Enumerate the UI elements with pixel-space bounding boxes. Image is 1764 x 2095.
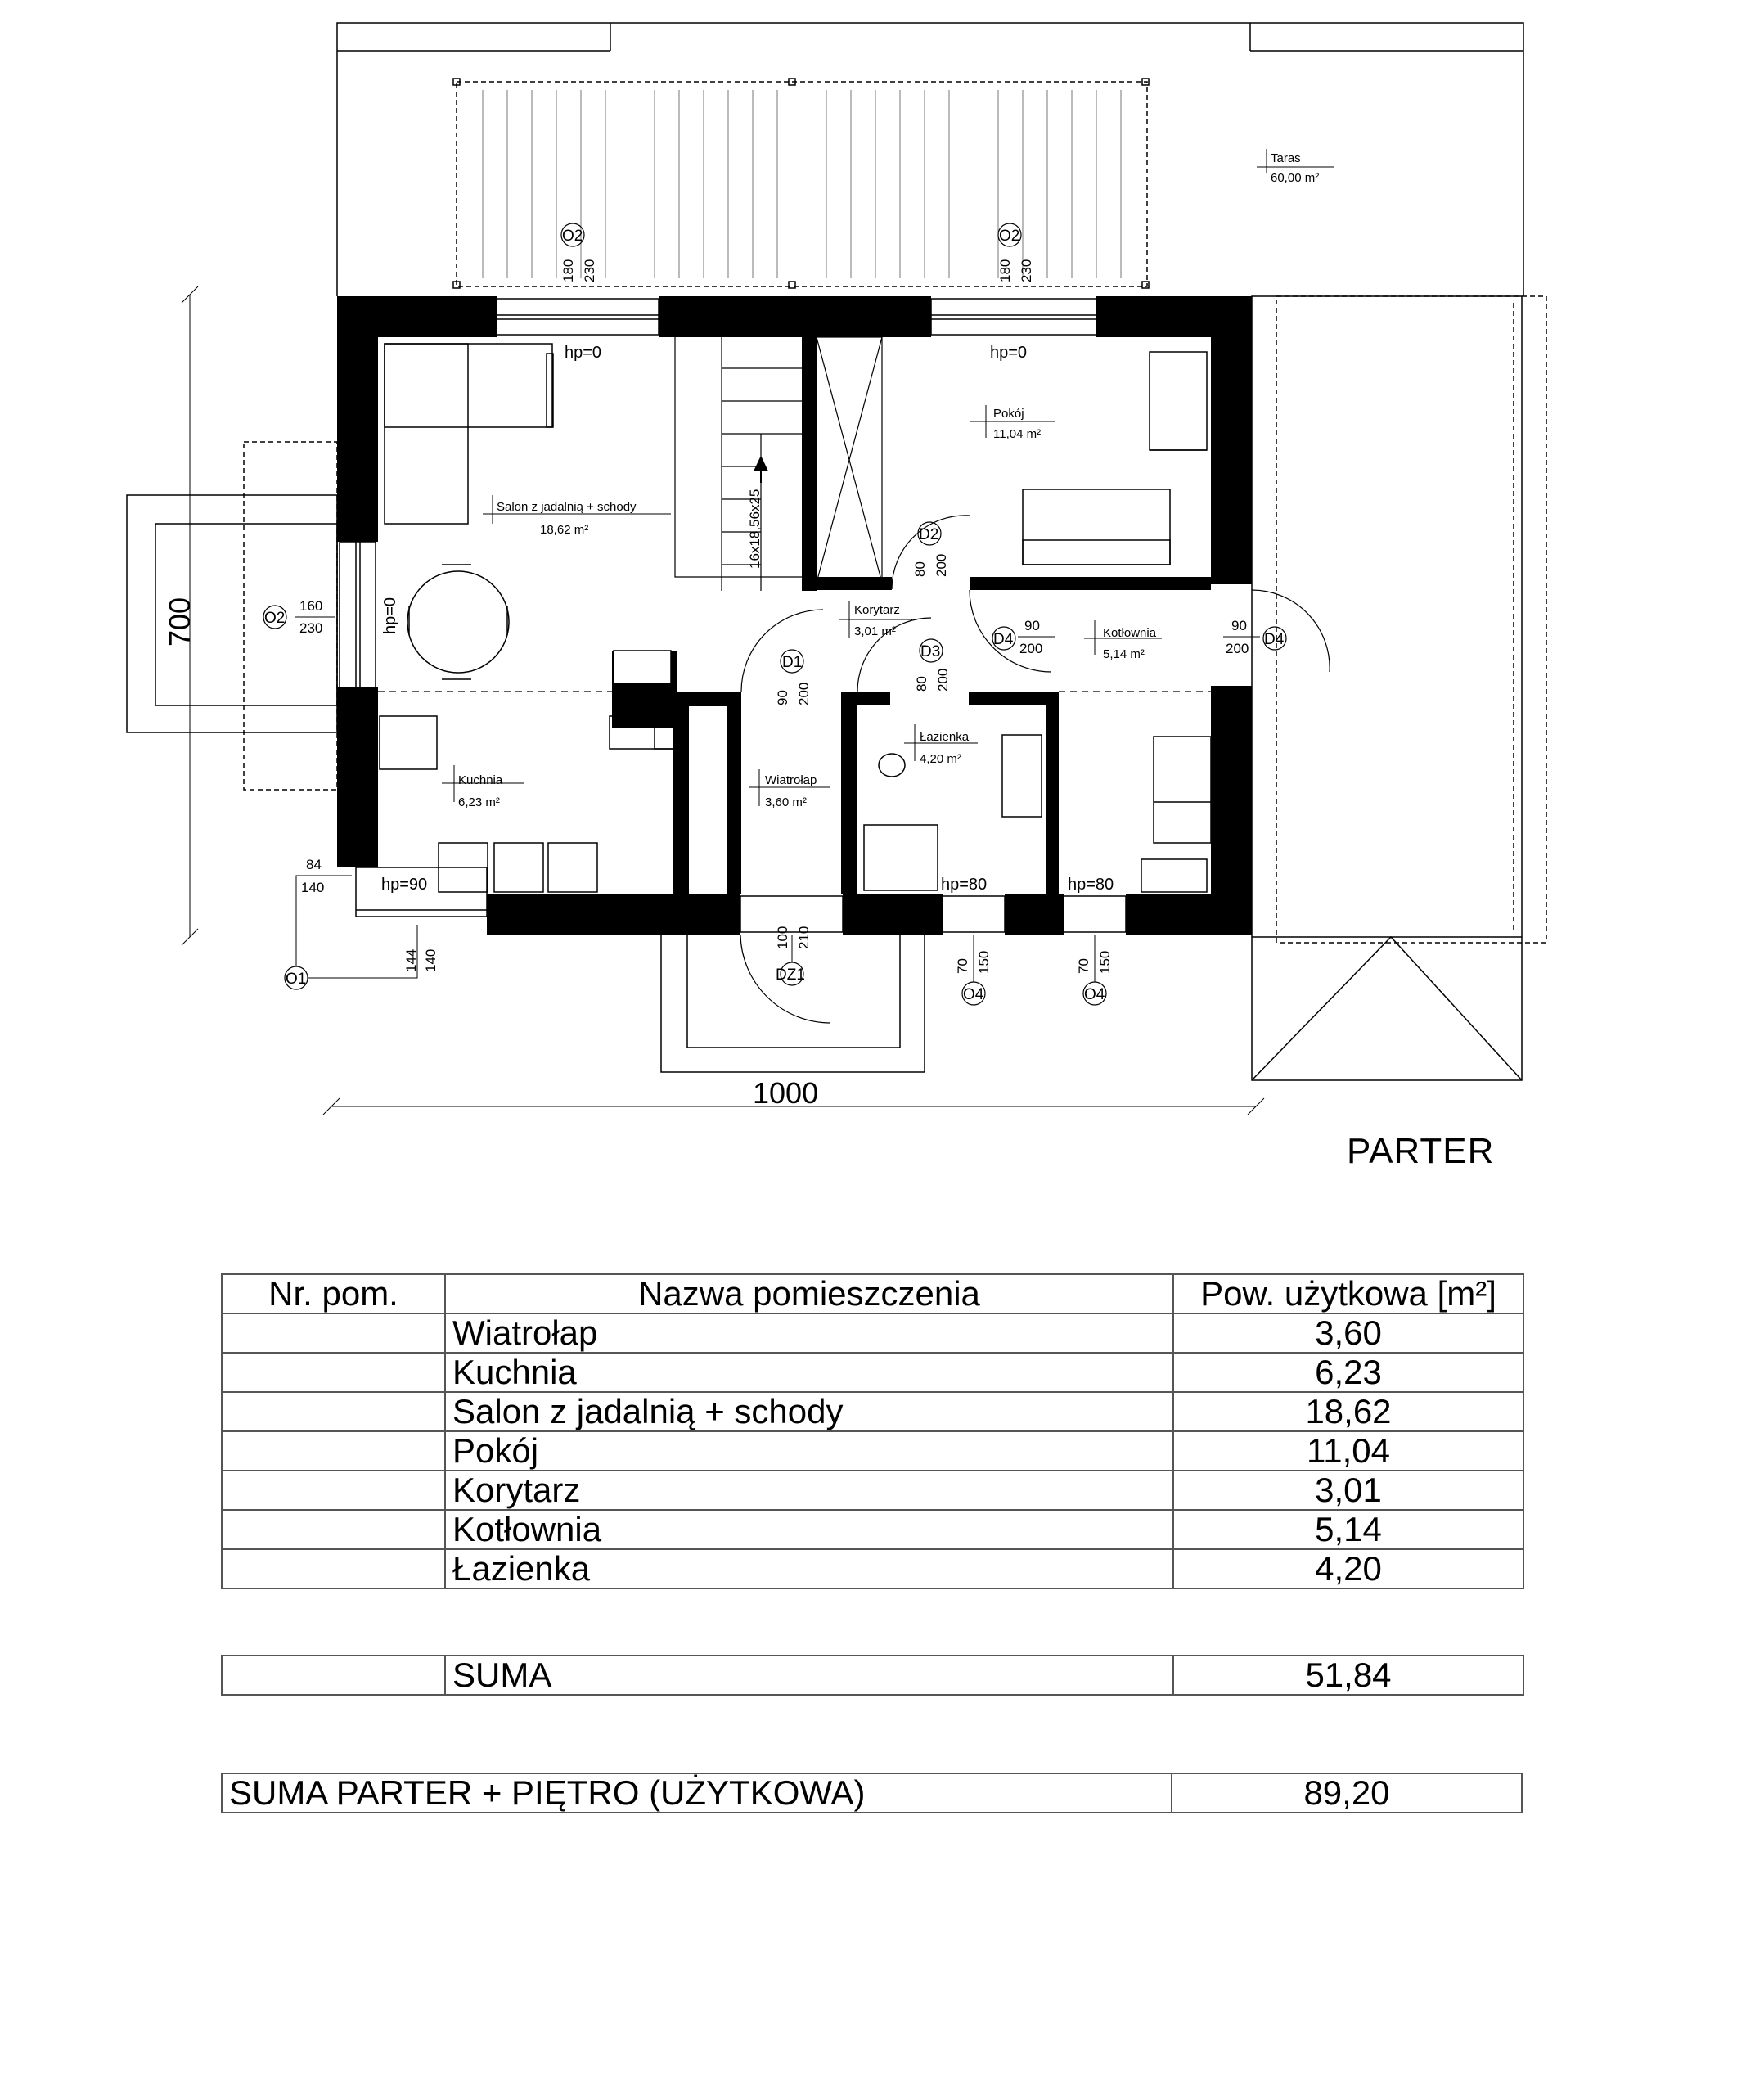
window-id-o4-left: O4 (963, 986, 984, 1003)
sum-table (221, 1655, 1524, 1696)
row-area: 11,04 (1173, 1431, 1523, 1471)
row-name: Pokój (445, 1431, 1173, 1471)
room-name-pokoj: Pokój (993, 407, 1024, 421)
room-area-salon: 18,62 m² (540, 523, 589, 537)
room-area-wiatrolap: 3,60 m² (765, 795, 807, 809)
room-area-taras: 60,00 m² (1271, 171, 1320, 185)
row-name: Salon z jadalnią + schody (445, 1392, 1173, 1431)
window-w2-o1: 144 (403, 948, 419, 972)
header-nr: Nr. pom. (222, 1274, 445, 1313)
room-name-kotlownia: Kotłownia (1103, 626, 1157, 640)
table-row (222, 1431, 1523, 1471)
window-h-o2-top-left: 230 (582, 259, 597, 282)
room-name-taras: Taras (1271, 151, 1301, 165)
window-w-o2-left: 160 (299, 598, 323, 614)
door-w-d2: 80 (912, 561, 928, 577)
room-area-kuchnia: 6,23 m² (458, 795, 500, 809)
door-id-d4-right: D4 (1264, 631, 1285, 648)
table-row (222, 1471, 1523, 1510)
sum-label: SUMA (445, 1656, 1173, 1695)
door-h-d4-right: 200 (1226, 641, 1249, 656)
row-nr (222, 1353, 445, 1392)
table-row (222, 1549, 1523, 1588)
row-name: Korytarz (445, 1471, 1173, 1510)
row-nr (222, 1471, 445, 1510)
hp-boiler: hp=80 (1068, 876, 1114, 894)
window-w-o1: 84 (306, 857, 322, 872)
dimension-depth: 700 (163, 597, 196, 647)
row-name: Wiatrołap (445, 1313, 1173, 1353)
room-name-wiatrolap: Wiatrołap (765, 773, 817, 787)
window-h-o2-left: 230 (299, 620, 323, 636)
door-h-d1: 200 (796, 682, 812, 705)
door-h-d3: 200 (935, 668, 951, 692)
door-id-d1: D1 (782, 654, 803, 671)
total-value: 89,20 (1172, 1773, 1522, 1813)
hp-top-right: hp=0 (990, 344, 1028, 362)
row-name: Łazienka (445, 1549, 1173, 1588)
room-area-kotlownia: 5,14 m² (1103, 647, 1145, 661)
entrance-porch (661, 935, 925, 1072)
row-name: Kotłownia (445, 1510, 1173, 1549)
hp-left: hp=0 (381, 597, 399, 634)
door-w-d1: 90 (775, 690, 790, 705)
header-area: Pow. użytkowa [m²] (1173, 1274, 1523, 1313)
sum-nr (222, 1656, 445, 1695)
hp-bath: hp=80 (941, 876, 988, 894)
table-row (222, 1313, 1523, 1353)
window-id-o4-right: O4 (1084, 986, 1105, 1003)
row-area: 3,60 (1173, 1313, 1523, 1353)
door-id-d2: D2 (919, 526, 939, 543)
row-area: 3,01 (1173, 1471, 1523, 1510)
door-h-d4-left: 200 (1019, 641, 1043, 656)
floor-title: PARTER (1347, 1131, 1495, 1171)
stairs (675, 337, 882, 591)
row-nr (222, 1549, 445, 1588)
row-name: Kuchnia (445, 1353, 1173, 1392)
room-area-pokoj: 11,04 m² (993, 427, 1042, 441)
room-name-salon: Salon z jadalnią + schody (497, 500, 637, 514)
stairs-label: 16x18,56x25 (747, 489, 763, 569)
table-row (222, 1353, 1523, 1392)
door-w-dz1: 100 (775, 926, 790, 949)
room-name-lazienka: Łazienka (920, 730, 970, 744)
door-id-d4-left: D4 (993, 631, 1014, 648)
row-area: 18,62 (1173, 1392, 1523, 1431)
room-name-korytarz: Korytarz (854, 603, 900, 617)
table-row (222, 1392, 1523, 1431)
door-id-d3: D3 (920, 643, 941, 660)
table-header-row (222, 1274, 1523, 1313)
sum-row (222, 1656, 1523, 1695)
row-nr (222, 1510, 445, 1549)
row-area: 5,14 (1173, 1510, 1523, 1549)
window-h-o1: 140 (301, 880, 325, 895)
room-area-korytarz: 3,01 m² (854, 624, 896, 638)
total-label: SUMA PARTER + PIĘTRO (UŻYTKOWA) (222, 1773, 1172, 1813)
header-name: Nazwa pomieszczenia (445, 1274, 1173, 1313)
row-nr (222, 1392, 445, 1431)
window-w-o2-top-left: 180 (560, 259, 576, 282)
row-area: 4,20 (1173, 1549, 1523, 1588)
window-w-o2-top-right: 180 (997, 259, 1013, 282)
furniture (380, 344, 1211, 892)
door-id-dz1: DZ1 (776, 966, 805, 984)
door-w-d4-left: 90 (1024, 618, 1040, 633)
window-w-o4-left: 70 (955, 958, 970, 974)
window-h-o4-right: 150 (1097, 950, 1113, 974)
hp-kitchen: hp=90 (381, 876, 428, 894)
dimension-width: 1000 (753, 1076, 819, 1110)
total-row (222, 1773, 1522, 1813)
window-h-o2-top-right: 230 (1019, 259, 1034, 282)
door-w-d4-right: 90 (1231, 618, 1247, 633)
area-table (221, 1273, 1524, 1589)
door-h-d2: 200 (934, 553, 949, 577)
row-area: 6,23 (1173, 1353, 1523, 1392)
room-name-kuchnia: Kuchnia (458, 773, 503, 787)
window-id-o2-top-left: O2 (562, 228, 583, 245)
row-nr (222, 1313, 445, 1353)
left-porch (127, 442, 337, 790)
row-nr (222, 1431, 445, 1471)
window-id-o2-top-right: O2 (999, 228, 1020, 245)
window-id-o2-left: O2 (264, 610, 286, 627)
window-h-o4-left: 150 (976, 950, 992, 974)
door-h-dz1: 210 (796, 926, 812, 949)
door-w-d3: 80 (914, 676, 929, 692)
total-table (221, 1773, 1523, 1813)
hp-top-left: hp=0 (565, 344, 602, 362)
room-area-lazienka: 4,20 m² (920, 752, 961, 766)
sum-value: 51,84 (1173, 1656, 1523, 1695)
window-w-o4-right: 70 (1076, 958, 1091, 974)
room-labels (442, 149, 1334, 809)
window-h2-o1: 140 (423, 948, 439, 972)
window-id-o1: O1 (286, 971, 307, 988)
table-row (222, 1510, 1523, 1549)
